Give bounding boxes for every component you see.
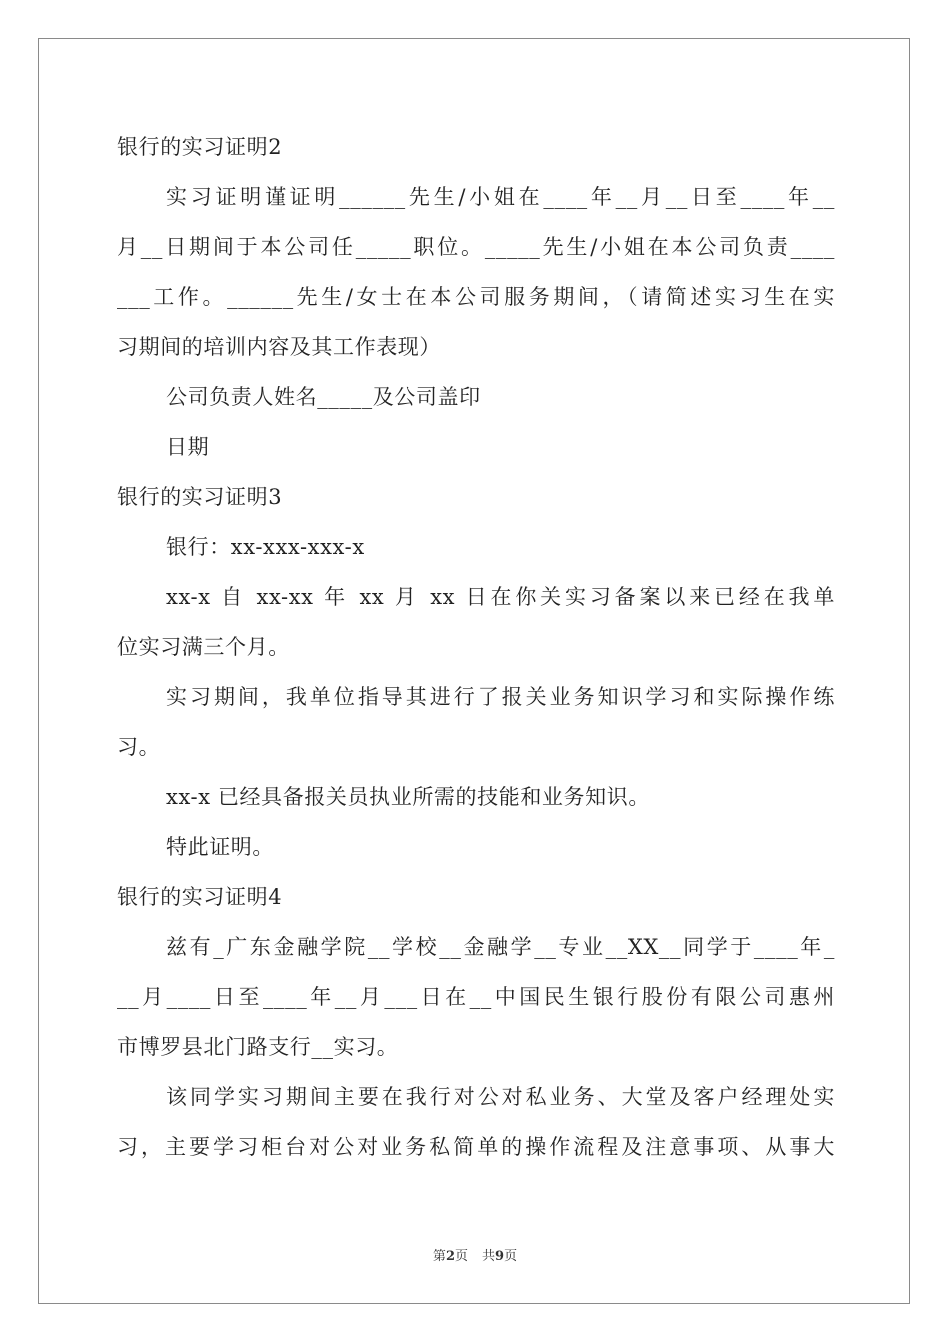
paragraph-line: 兹有_广东金融学院__学校__金融学__专业__XX__同学于____年_ <box>166 935 835 959</box>
paragraph-line: 特此证明。 <box>166 835 274 859</box>
paragraph-line: xx-x 已经具备报关员执业所需的技能和业务知识。 <box>166 785 650 809</box>
paragraph-line: 市博罗县北门路支行__实习。 <box>117 1035 399 1059</box>
section-heading: 银行的实习证明3 <box>117 485 283 509</box>
document-body <box>117 128 835 1178</box>
paragraph-line: 实习期间，我单位指导其进行了报关业务知识学习和实际操作练 <box>166 685 835 709</box>
paragraph-line: 日期 <box>166 435 210 459</box>
paragraph-line: 公司负责人姓名_____及公司盖印 <box>166 385 481 409</box>
page-unit: 页 <box>454 1249 468 1264</box>
paragraph-line: 月__日期间于本公司任_____职位。_____先生/小姐在本公司负责____ <box>117 235 835 259</box>
page-prefix: 第 <box>432 1249 446 1264</box>
paragraph-line: 位实习满三个月。 <box>117 635 290 659</box>
page-total: 9 <box>495 1249 505 1264</box>
paragraph-line: __月____日至____年__月___日在__中国民生银行股份有限公司惠州 <box>117 985 835 1009</box>
paragraph-line: ___工作。______先生/女士在本公司服务期间，（请简述实习生在实 <box>117 285 835 309</box>
paragraph-line: 银行：xx-xxx-xxx-x <box>166 535 365 559</box>
total-unit: 页 <box>504 1249 518 1264</box>
section-heading: 银行的实习证明2 <box>117 135 283 159</box>
paragraph-line: 习，主要学习柜台对公对业务私简单的操作流程及注意事项、从事大 <box>117 1135 835 1159</box>
page-footer <box>0 1248 950 1266</box>
paragraph-line: 该同学实习期间主要在我行对公对私业务、大堂及客户经理处实 <box>166 1085 835 1109</box>
section-heading: 银行的实习证明4 <box>117 885 283 909</box>
paragraph-line: 实习证明谨证明______先生/小姐在____年__月__日至____年__ <box>166 185 835 209</box>
page-current: 2 <box>445 1249 455 1264</box>
paragraph-line: 习。 <box>117 735 161 759</box>
paragraph-line: xx-x 自 xx-xx 年 xx 月 xx 日在你关实习备案以来已经在我单 <box>166 585 835 609</box>
total-prefix: 共 <box>482 1249 496 1264</box>
paragraph-line: 习期间的培训内容及其工作表现） <box>117 335 441 359</box>
